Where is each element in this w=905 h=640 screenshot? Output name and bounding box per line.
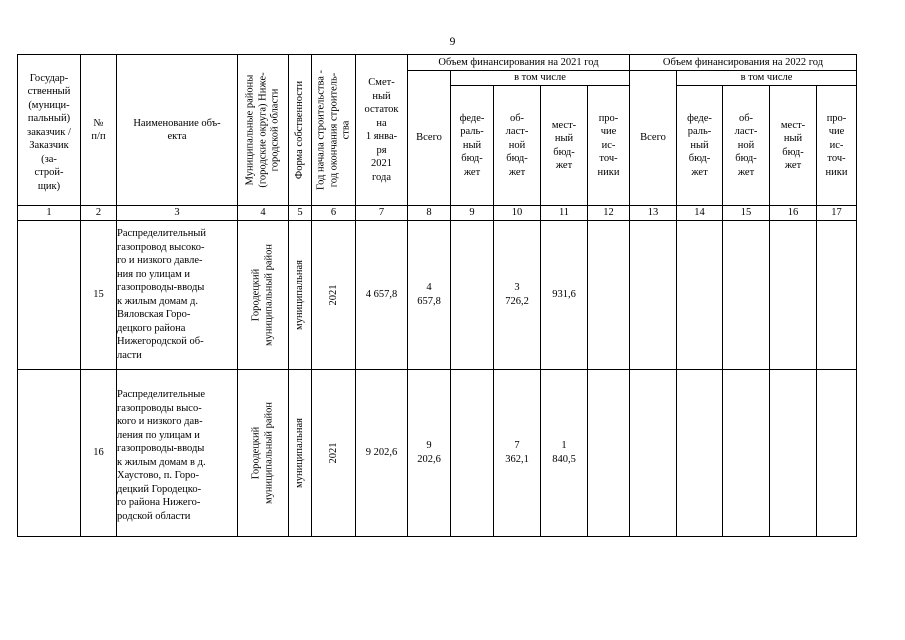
header-regional-2022: об- ласт- ной бюд- жет <box>723 86 770 206</box>
column-number: 8 <box>408 206 451 221</box>
header-including-2022: в том числе <box>677 71 857 86</box>
header-total-2022: Всего <box>630 71 677 206</box>
district-cell: Городецкий муниципальный район <box>238 369 289 536</box>
column-number: 15 <box>723 206 770 221</box>
column-number: 6 <box>312 206 356 221</box>
row-num: 15 <box>81 220 117 369</box>
column-number: 7 <box>356 206 408 221</box>
table-row <box>18 369 857 536</box>
regional-2021-cell: 7 362,1 <box>494 369 541 536</box>
header-other-2022: про- чие ис- точ- ники <box>817 86 857 206</box>
header-ownership: Форма собственности <box>289 55 312 206</box>
row-num: 16 <box>81 369 117 536</box>
column-number: 3 <box>117 206 238 221</box>
customer-cell <box>18 220 81 369</box>
other-2022-cell <box>817 220 857 369</box>
column-number: 14 <box>677 206 723 221</box>
header-object-name: Наименование объ- екта <box>117 55 238 206</box>
column-number: 1 <box>18 206 81 221</box>
object-name: Распределительные газопроводы высо- кого и низкого дав- ления по улицам и газопроводы-вводы к жилым домам в д. Хаустово, п. Горо- децкий Городецко- го района Нижего- родской области <box>117 369 238 536</box>
column-number: 11 <box>541 206 588 221</box>
table-row <box>18 220 857 369</box>
header-local-2022: мест- ный бюд- жет <box>770 86 817 206</box>
header-federal-2021: феде- раль- ный бюд- жет <box>451 86 494 206</box>
other-2021-cell <box>588 369 630 536</box>
other-2021-cell <box>588 220 630 369</box>
local-2022-cell <box>770 369 817 536</box>
federal-2021-cell <box>451 369 494 536</box>
column-number: 13 <box>630 206 677 221</box>
balance-cell: 4 657,8 <box>356 220 408 369</box>
header-balance: Смет- ный остаток на 1 янва- ря 2021 года <box>356 55 408 206</box>
ownership-cell: муниципальная <box>289 220 312 369</box>
local-2021-cell: 931,6 <box>541 220 588 369</box>
regional-2021-cell: 3 726,2 <box>494 220 541 369</box>
header-years: Год начала строительства - год окончания строитель- ства <box>312 55 356 206</box>
customer-cell <box>18 369 81 536</box>
column-number: 12 <box>588 206 630 221</box>
financing-table <box>17 54 857 537</box>
column-number: 17 <box>817 206 857 221</box>
header-fin-2021: Объем финансирования на 2021 год <box>408 55 630 71</box>
object-name: Распределительный газопровод высоко- го и низкого давле- ния по улицам и газопроводы-вводы к жилым домам д. Вяловская Горо- децкого района Нижегородской об- ласти <box>117 220 238 369</box>
other-2022-cell <box>817 369 857 536</box>
header-num: № п/п <box>81 55 117 206</box>
years-cell: 2021 <box>312 220 356 369</box>
column-number: 5 <box>289 206 312 221</box>
header-fin-2022: Объем финансирования на 2022 год <box>630 55 857 71</box>
federal-2021-cell <box>451 220 494 369</box>
column-number: 16 <box>770 206 817 221</box>
regional-2022-cell <box>723 220 770 369</box>
federal-2022-cell <box>677 369 723 536</box>
column-number: 4 <box>238 206 289 221</box>
header-federal-2022: феде- раль- ный бюд- жет <box>677 86 723 206</box>
header-customer: Государ- ственный (муници- пальный) заказчик / Заказчик (за- строй- щик) <box>18 55 81 206</box>
total-2021-cell: 9 202,6 <box>408 369 451 536</box>
column-number: 10 <box>494 206 541 221</box>
column-numbers-row <box>18 206 857 221</box>
column-number: 9 <box>451 206 494 221</box>
total-2022-cell <box>630 369 677 536</box>
header-regional-2021: об- ласт- ной бюд- жет <box>494 86 541 206</box>
header-districts: Муниципальные районы (городские округа) Ниже- городской области <box>238 55 289 206</box>
column-number: 2 <box>81 206 117 221</box>
local-2022-cell <box>770 220 817 369</box>
total-2022-cell <box>630 220 677 369</box>
total-2021-cell: 4 657,8 <box>408 220 451 369</box>
district-cell: Городецкий муниципальный район <box>238 220 289 369</box>
page-number: 9 <box>449 36 456 48</box>
header-including-2021: в том числе <box>451 71 630 86</box>
header-local-2021: мест- ный бюд- жет <box>541 86 588 206</box>
regional-2022-cell <box>723 369 770 536</box>
local-2021-cell: 1 840,5 <box>541 369 588 536</box>
years-cell: 2021 <box>312 369 356 536</box>
federal-2022-cell <box>677 220 723 369</box>
header-other-2021: про- чие ис- точ- ники <box>588 86 630 206</box>
header-total-2021: Всего <box>408 71 451 206</box>
ownership-cell: муниципальная <box>289 369 312 536</box>
balance-cell: 9 202,6 <box>356 369 408 536</box>
